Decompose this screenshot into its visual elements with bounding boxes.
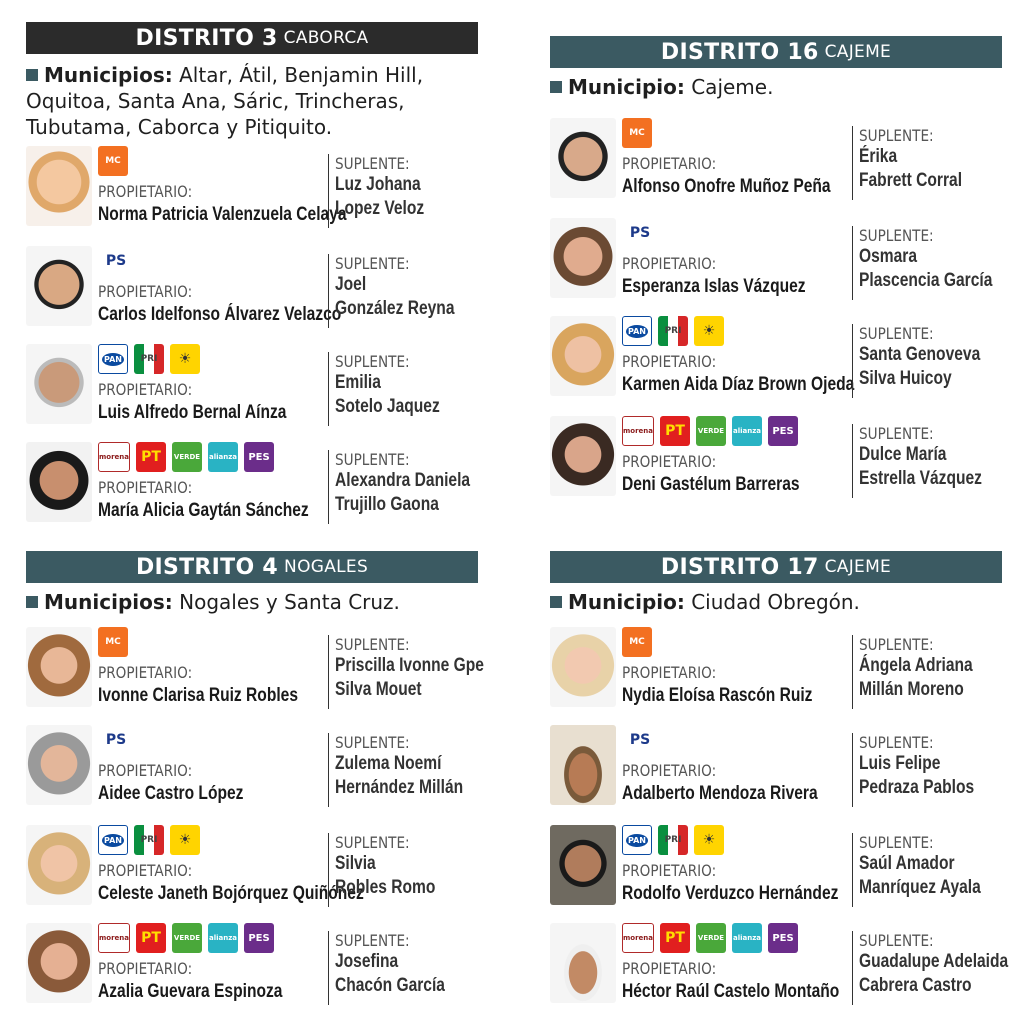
candidate-photo (550, 923, 616, 1003)
district-4-section (26, 551, 484, 1011)
municipalities-text: Cajeme. (691, 75, 774, 99)
morena-logo: morena (98, 923, 130, 953)
owner-label: PROPIETARIO: (622, 761, 717, 780)
substitute (328, 833, 457, 907)
pes-sonorense-logo: PS (622, 725, 658, 755)
district-header (26, 22, 478, 54)
pes-sonorense-logo: PS (622, 218, 658, 248)
substitute-first-name: Zulema Noemí (335, 753, 442, 774)
substitute-label: SUPLENTE: (335, 254, 410, 273)
substitute-first-name: Érika (859, 146, 898, 167)
morena-logo: morena (622, 923, 654, 953)
candidate-row (550, 218, 1010, 302)
party-logos (98, 923, 274, 953)
candidate-photo (550, 825, 616, 905)
nueva-alianza-logo: alianza (732, 416, 762, 446)
pri-logo: PRI (134, 344, 164, 374)
substitute-last-name: Trujillo Gaona (335, 494, 439, 515)
substitute-label: SUPLENTE: (859, 931, 934, 950)
party-logos (622, 825, 724, 855)
owner-label: PROPIETARIO: (622, 352, 717, 371)
district-number: DISTRITO 4 (135, 554, 279, 580)
substitute-label: SUPLENTE: (335, 733, 410, 752)
owner-label: PROPIETARIO: (622, 452, 717, 471)
party-logos (98, 725, 134, 755)
substitute (852, 833, 1008, 907)
owner-label: PROPIETARIO: (98, 861, 193, 880)
owner-label: PROPIETARIO: (98, 182, 193, 201)
pes-logo: PES (768, 923, 798, 953)
owner-label: PROPIETARIO: (98, 959, 193, 978)
pt-logo: PT (660, 923, 690, 953)
substitute (328, 931, 469, 1005)
substitute-first-name: Guadalupe Adelaida (859, 951, 1009, 972)
district-number: DISTRITO 16 (660, 39, 819, 65)
substitute-first-name: Josefina (335, 951, 399, 972)
substitute-last-name: Cabrera Castro (859, 975, 972, 996)
owner-name: Adalberto Mendoza Rivera (622, 783, 818, 804)
pan-logo: PAN (622, 316, 652, 346)
district-3-section (26, 22, 478, 522)
substitute-first-name: Luis Felipe (859, 753, 941, 774)
candidate-photo (550, 725, 616, 805)
substitute-last-name: Plascencia García (859, 270, 993, 291)
owner-name: Rodolfo Verduzco Hernández (622, 883, 839, 904)
candidate-row (550, 725, 1010, 809)
substitute-label: SUPLENTE: (335, 833, 410, 852)
owner-label: PROPIETARIO: (98, 478, 193, 497)
candidate-photo (550, 118, 616, 198)
substitute (328, 154, 444, 228)
owner-name: Norma Patricia Valenzuela Celaya (98, 204, 347, 225)
pes-sonorense-logo: PS (98, 246, 134, 276)
district-place: NOGALES (284, 557, 369, 577)
movimiento-ciudadano-logo: MC (622, 118, 652, 148)
pri-logo: PRI (658, 316, 688, 346)
substitute-first-name: Priscilla Ivonne Gpe (335, 655, 484, 676)
owner-name: Luis Alfredo Bernal Aínza (98, 402, 287, 423)
substitute-last-name: Hernández Millán (335, 777, 464, 798)
substitute-label: SUPLENTE: (859, 324, 934, 343)
owner-name: María Alicia Gaytán Sánchez (98, 500, 309, 521)
candidate-photo (26, 627, 92, 707)
district-16-section (550, 36, 1002, 506)
substitute (852, 931, 1024, 1005)
candidate-row (26, 627, 486, 711)
substitute-last-name: Lopez Veloz (335, 198, 425, 219)
bullet-square-icon (550, 81, 562, 93)
substitute (852, 324, 1007, 398)
party-logos (622, 316, 724, 346)
substitute-last-name: Sotelo Jaquez (335, 396, 440, 417)
owner-label: PROPIETARIO: (622, 861, 717, 880)
candidate-photo (550, 416, 616, 496)
party-logos (98, 825, 200, 855)
pt-logo: PT (136, 923, 166, 953)
prd-logo: ☀ (694, 825, 724, 855)
pan-logo: PAN (622, 825, 652, 855)
district-header (550, 36, 1002, 68)
owner-name: Ivonne Clarisa Ruiz Robles (98, 685, 299, 706)
candidate-photo (26, 344, 92, 424)
pan-logo: PAN (98, 825, 128, 855)
candidate-row (550, 923, 1010, 1007)
owner-label: PROPIETARIO: (622, 959, 717, 978)
party-logos (98, 344, 200, 374)
morena-logo: morena (98, 442, 130, 472)
candidate-photo (26, 146, 92, 226)
party-logos (622, 923, 798, 953)
substitute-label: SUPLENTE: (859, 126, 934, 145)
municipalities (550, 74, 1002, 100)
substitute (852, 635, 998, 709)
party-logos (622, 416, 798, 446)
party-logos (622, 218, 658, 248)
substitute-last-name: Millán Moreno (859, 679, 964, 700)
substitute-first-name: Silvia (335, 853, 376, 874)
owner-name: Héctor Raúl Castelo Montaño (622, 981, 840, 1002)
substitute (852, 126, 985, 200)
municipalities-label: Municipios: (44, 590, 173, 614)
owner-label: PROPIETARIO: (98, 282, 193, 301)
verde-logo: VERDE (696, 416, 726, 446)
pt-logo: PT (660, 416, 690, 446)
candidate-photo (550, 316, 616, 396)
district-17-section (550, 551, 1009, 1011)
party-logos (622, 118, 652, 148)
party-logos (622, 725, 658, 755)
substitute-last-name: Silva Huicoy (859, 368, 952, 389)
substitute (852, 226, 1022, 300)
substitute-last-name: Fabrett Corral (859, 170, 963, 191)
substitute (328, 450, 500, 524)
substitute-last-name: Silva Mouet (335, 679, 422, 700)
candidate-row (26, 344, 486, 428)
municipalities-label: Municipio: (568, 590, 685, 614)
substitute-last-name: Manríquez Ayala (859, 877, 981, 898)
substitute (328, 352, 463, 426)
candidate-photo (26, 442, 92, 522)
substitute-label: SUPLENTE: (335, 450, 410, 469)
district-number: DISTRITO 3 (135, 25, 278, 51)
verde-logo: VERDE (172, 923, 202, 953)
verde-logo: VERDE (172, 442, 202, 472)
substitute-label: SUPLENTE: (335, 931, 410, 950)
candidate-row (550, 627, 1010, 711)
prd-logo: ☀ (170, 344, 200, 374)
district-header (550, 551, 1002, 583)
nueva-alianza-logo: alianza (732, 923, 762, 953)
municipalities-text: Nogales y Santa Cruz. (179, 590, 400, 614)
owner-name: Celeste Janeth Bojórquez Quiñónez (98, 883, 364, 904)
substitute-label: SUPLENTE: (859, 733, 934, 752)
pri-logo: PRI (658, 825, 688, 855)
owner-label: PROPIETARIO: (98, 663, 193, 682)
municipalities-text: Ciudad Obregón. (691, 590, 860, 614)
substitute-first-name: Alexandra Daniela (335, 470, 471, 491)
pes-logo: PES (244, 923, 274, 953)
substitute-first-name: Saúl Amador (859, 853, 955, 874)
party-logos (98, 146, 128, 176)
substitute-first-name: Emilia (335, 372, 381, 393)
candidate-photo (550, 627, 616, 707)
municipalities (550, 589, 1002, 615)
owner-label: PROPIETARIO: (622, 254, 717, 273)
movimiento-ciudadano-logo: MC (98, 146, 128, 176)
owner-label: PROPIETARIO: (98, 761, 193, 780)
pes-logo: PES (244, 442, 274, 472)
candidate-row (26, 442, 486, 526)
substitute-last-name: Estrella Vázquez (859, 468, 982, 489)
substitute-last-name: Chacón García (335, 975, 445, 996)
owner-name: Alfonso Onofre Muñoz Peña (622, 176, 831, 197)
candidate-photo (26, 246, 92, 326)
movimiento-ciudadano-logo: MC (622, 627, 652, 657)
candidate-photo (26, 825, 92, 905)
municipalities (26, 62, 478, 140)
morena-logo: morena (622, 416, 654, 446)
candidate-row (26, 246, 486, 330)
bullet-square-icon (26, 596, 38, 608)
municipalities (26, 589, 478, 615)
municipalities-label: Municipio: (568, 75, 685, 99)
substitute-first-name: Santa Genoveva (859, 344, 981, 365)
substitute-label: SUPLENTE: (859, 424, 934, 443)
substitute (328, 733, 491, 807)
party-logos (98, 442, 274, 472)
substitute-label: SUPLENTE: (335, 635, 410, 654)
substitute-label: SUPLENTE: (335, 154, 410, 173)
verde-logo: VERDE (696, 923, 726, 953)
substitute-first-name: Joel (335, 274, 367, 295)
candidate-row (550, 416, 1010, 500)
substitute-first-name: Ángela Adriana (859, 655, 973, 676)
substitute-first-name: Osmara (859, 246, 918, 267)
movimiento-ciudadano-logo: MC (98, 627, 128, 657)
municipalities-label: Municipios: (44, 63, 173, 87)
substitute-label: SUPLENTE: (859, 635, 934, 654)
candidate-row (550, 825, 1010, 909)
owner-name: Nydia Eloísa Rascón Ruiz (622, 685, 813, 706)
district-number: DISTRITO 17 (660, 554, 819, 580)
owner-name: Azalia Guevara Espinoza (98, 981, 283, 1002)
substitute-last-name: Pedraza Pablos (859, 777, 975, 798)
nueva-alianza-logo: alianza (208, 923, 238, 953)
bullet-square-icon (550, 596, 562, 608)
district-place: CAJEME (824, 42, 892, 62)
party-logos (622, 627, 652, 657)
owner-name: Deni Gastélum Barreras (622, 474, 800, 495)
prd-logo: ☀ (170, 825, 200, 855)
prd-logo: ☀ (694, 316, 724, 346)
district-place: CABORCA (283, 28, 369, 48)
pan-logo: PAN (98, 344, 128, 374)
substitute-label: SUPLENTE: (859, 833, 934, 852)
municipalities-text: Altar, Átil, Benjamin Hill, Oquitoa, Santa Ana, Sáric, Trincheras, Tubutama, Caborca y Pitiquito. (26, 63, 424, 139)
substitute-last-name: González Reyna (335, 298, 455, 319)
candidate-row (550, 316, 1010, 400)
candidate-row (26, 725, 486, 809)
owner-name: Karmen Aida Díaz Brown Ojeda (622, 374, 855, 395)
candidate-row (26, 146, 486, 230)
owner-name: Esperanza Islas Vázquez (622, 276, 806, 297)
substitute-first-name: Dulce María (859, 444, 947, 465)
substitute-label: SUPLENTE: (335, 352, 410, 371)
substitute-last-name: Robles Romo (335, 877, 436, 898)
pes-sonorense-logo: PS (98, 725, 134, 755)
pes-logo: PES (768, 416, 798, 446)
candidate-row (26, 825, 486, 909)
district-header (26, 551, 478, 583)
party-logos (98, 246, 134, 276)
nueva-alianza-logo: alianza (208, 442, 238, 472)
candidate-photo (26, 725, 92, 805)
bullet-square-icon (26, 69, 38, 81)
pt-logo: PT (136, 442, 166, 472)
owner-label: PROPIETARIO: (622, 663, 717, 682)
substitute (852, 733, 999, 807)
candidate-row (550, 118, 1010, 202)
candidate-photo (26, 923, 92, 1003)
owner-label: PROPIETARIO: (622, 154, 717, 173)
owner-name: Carlos Idelfonso Álvarez Velazco (98, 304, 342, 325)
substitute-first-name: Luz Johana (335, 174, 421, 195)
party-logos (98, 627, 128, 657)
substitute (328, 254, 481, 328)
candidate-row (26, 923, 486, 1007)
district-place: CAJEME (824, 557, 892, 577)
substitute-label: SUPLENTE: (859, 226, 934, 245)
candidate-photo (550, 218, 616, 298)
owner-label: PROPIETARIO: (98, 380, 193, 399)
substitute (852, 424, 1009, 498)
owner-name: Aidee Castro López (98, 783, 244, 804)
substitute (328, 635, 517, 709)
pri-logo: PRI (134, 825, 164, 855)
